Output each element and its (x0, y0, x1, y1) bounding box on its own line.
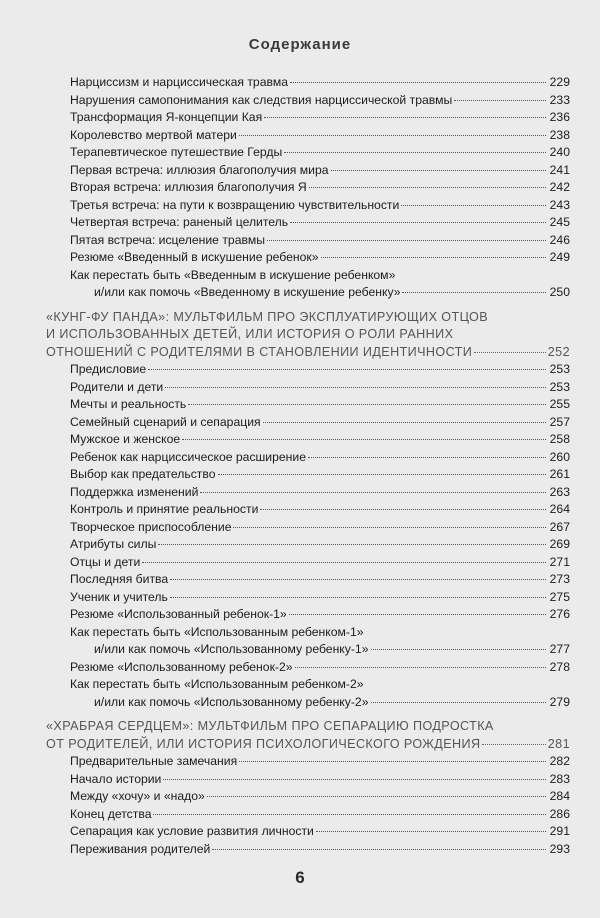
toc-entry-page: 258 (549, 432, 570, 446)
toc-entry-label: Семейный сценарий и сепарация (70, 414, 261, 429)
toc-leader (402, 292, 546, 293)
toc-entry-label: Предисловие (70, 362, 147, 376)
toc-entry (46, 144, 570, 162)
toc-entry-page: 253 (549, 379, 570, 394)
toc-leader (290, 222, 546, 223)
toc-entry-label: Как перестать быть «Использованным ребенком-1» (70, 624, 364, 639)
toc-leader (260, 509, 546, 510)
toc-leader (188, 404, 546, 405)
toc-entry (46, 606, 570, 624)
toc-entry (46, 267, 570, 285)
section-heading-last-line (46, 736, 570, 754)
toc-entry-page: 284 (549, 789, 570, 803)
toc-leader (474, 352, 546, 353)
toc-leader (182, 439, 546, 440)
toc-entry (46, 484, 570, 502)
toc-entry-label: Нарциссизм и нарциссическая травма (70, 75, 288, 89)
toc-entry-label: Резюме «Использованному ребенок-2» (70, 659, 293, 674)
toc-entry-label: Резюме «Использованный ребенок-1» (70, 607, 287, 621)
toc-leader (142, 562, 546, 563)
section-heading-page: 281 (547, 736, 570, 751)
toc-entry-label: Мужское и женское (70, 432, 181, 446)
toc-leader (233, 527, 546, 528)
toc-leader (316, 831, 546, 832)
toc-entry-page: 291 (549, 824, 570, 838)
toc-entry (46, 659, 570, 677)
toc-entry-label: Родители и дети (70, 379, 164, 394)
toc-entry (46, 361, 570, 379)
toc-leader (163, 779, 546, 780)
toc-leader (207, 796, 546, 797)
toc-entry-label: Как перестать быть «Использованным ребенком-2» (70, 677, 364, 691)
toc-entry (46, 396, 570, 414)
toc-leader (264, 117, 546, 118)
toc-entry-page: 229 (549, 75, 570, 89)
toc-entry-label: Конец детства (70, 806, 152, 821)
toc-entry-label: и/или как помочь «Использованному ребенку-2» (94, 694, 369, 709)
toc-entry-label: Творческое приспособление (70, 519, 232, 534)
toc-entry-page: 236 (549, 110, 570, 124)
toc-leader (331, 170, 546, 171)
toc-entry-page: 241 (549, 162, 570, 177)
toc-entry-label: Последняя битва (70, 572, 169, 586)
toc-entry-page: 257 (549, 414, 570, 429)
toc-entry-label: Нарушения самопонимания как следствия нарциссической травмы (70, 92, 453, 107)
toc-entry-page: 276 (549, 607, 570, 621)
section-heading (46, 718, 570, 753)
toc-entry (46, 127, 570, 145)
toc-entry (46, 554, 570, 572)
toc-entry-page: 279 (549, 694, 570, 709)
toc-entry-label: Ребенок как нарциссическое расширение (70, 449, 306, 464)
toc-entry-label: Атрибуты силы (70, 537, 157, 551)
toc-entry-label: Пятая встреча: исцеление травмы (70, 232, 265, 247)
toc-entry-page: 282 (549, 754, 570, 768)
toc-entry-label: Резюме «Введенный в искушение ребенок» (70, 250, 319, 264)
toc-entry-page: 253 (549, 362, 570, 376)
section-heading-page: 252 (547, 344, 570, 359)
toc-entry (46, 197, 570, 215)
toc-entry-label: Предварительные замечания (70, 754, 238, 768)
toc-leader (239, 761, 546, 762)
toc-block-3 (46, 753, 570, 858)
toc-entry-page: 283 (549, 771, 570, 786)
toc-leader (321, 257, 546, 258)
toc-entry-label: Первая встреча: иллюзия благополучия мира (70, 162, 329, 177)
toc-leader (212, 849, 546, 850)
section-heading-line: «КУНГ-ФУ ПАНДА»: МУЛЬТФИЛЬМ ПРО ЭКСПЛУАТИРУЮЩИХ ОТЦОВ (46, 309, 489, 324)
toc-leader (371, 702, 547, 703)
toc-leader (200, 492, 546, 493)
toc-entry-label: Как перестать быть «Введенным в искушение ребенком» (70, 267, 396, 282)
toc-entry (46, 414, 570, 432)
toc-entry-page: 278 (549, 659, 570, 674)
toc-entry (46, 431, 570, 449)
toc-leader (165, 387, 546, 388)
toc-entry (46, 841, 570, 859)
toc-entry-label: Контроль и принятие реальности (70, 502, 259, 516)
toc-entry-page: 238 (549, 127, 570, 142)
toc-leader (454, 100, 546, 101)
toc-leader (295, 667, 546, 668)
toc-entry (46, 74, 570, 92)
toc-entry-page: 260 (549, 449, 570, 464)
toc-entry-page: 275 (549, 589, 570, 604)
toc-leader (482, 744, 545, 745)
toc-entry (46, 449, 570, 467)
section-heading-line: ОТНОШЕНИЙ С РОДИТЕЛЯМИ В СТАНОВЛЕНИИ ИДЕНТИЧНОСТИ (46, 344, 473, 359)
toc-entry (46, 466, 570, 484)
toc-entry-page: 250 (549, 285, 570, 299)
toc-entry (46, 753, 570, 771)
toc-leader (284, 152, 546, 153)
toc-entry (46, 519, 570, 537)
toc-entry (46, 823, 570, 841)
toc-entry-label: Четвертая встреча: раненый целитель (70, 215, 289, 229)
toc-entry-page: 245 (549, 215, 570, 229)
toc-leader (289, 614, 546, 615)
toc-entry-label: Поддержка изменений (70, 484, 199, 499)
toc-entry (46, 624, 570, 642)
toc-entry-page: 240 (549, 145, 570, 159)
toc-entry-label: Трансформация Я-концепции Кая (70, 110, 263, 124)
page-title: Содержание (248, 36, 352, 53)
toc-leader (290, 82, 546, 83)
toc-entry-page: 261 (549, 467, 570, 481)
toc-entry-label: Выбор как предательство (70, 467, 216, 481)
toc-block-2 (46, 361, 570, 711)
toc-block-1 (46, 74, 570, 302)
section-heading-line: «ХРАБРАЯ СЕРДЦЕМ»: МУЛЬТФИЛЬМ ПРО СЕПАРАЦИЮ ПОДРОСТКА (46, 719, 494, 733)
toc-leader (218, 474, 547, 475)
toc-entry-page: 273 (549, 572, 570, 586)
toc-entry (46, 571, 570, 589)
toc-leader (371, 649, 547, 650)
section-heading-line: ОТ РОДИТЕЛЕЙ, ИЛИ ИСТОРИЯ ПСИХОЛОГИЧЕСКОГО РОЖДЕНИЯ (46, 736, 481, 751)
toc-entry (46, 214, 570, 232)
toc-entry-page: 233 (549, 92, 570, 107)
section-heading-last-line (46, 344, 570, 362)
toc-entry-page: 242 (549, 180, 570, 194)
toc-entry-page: 277 (549, 642, 570, 656)
toc-entry (46, 501, 570, 519)
toc-entry-page: 271 (549, 554, 570, 569)
toc-entry-page: 243 (549, 197, 570, 212)
toc-entry-label: Вторая встреча: иллюзия благополучия Я (70, 180, 307, 194)
toc-entry (46, 92, 570, 110)
toc-entry (46, 379, 570, 397)
toc-entry (46, 676, 570, 694)
toc-entry-label: Отцы и дети (70, 554, 141, 569)
toc-entry (46, 109, 570, 127)
toc-entry (46, 641, 570, 659)
toc-leader (158, 544, 546, 545)
toc-entry-label: Переживания родителей (70, 841, 211, 856)
toc-entry-label: Между «хочу» и «надо» (70, 789, 205, 803)
toc-entry-page: 286 (549, 806, 570, 821)
toc-entry-label: Терапевтическое путешествие Герды (70, 145, 283, 159)
toc-entry-page: 267 (549, 519, 570, 534)
page-number: 6 (295, 868, 305, 887)
toc-leader (170, 597, 546, 598)
toc-entry-page: 246 (549, 232, 570, 247)
toc-entry-page: 264 (549, 502, 570, 516)
toc-leader (170, 579, 546, 580)
section-heading-line: И ИСПОЛЬЗОВАННЫХ ДЕТЕЙ, ИЛИ ИСТОРИЯ О РОЛИ РАННИХ (46, 327, 454, 341)
toc-entry-label: и/или как помочь «Введенному в искушение ребенку» (94, 285, 401, 299)
toc-entry (46, 179, 570, 197)
table-of-contents (46, 74, 570, 858)
toc-entry (46, 589, 570, 607)
toc-entry-label: Мечты и реальность (70, 397, 187, 411)
toc-leader (267, 240, 546, 241)
toc-leader (153, 814, 546, 815)
toc-entry-page: 269 (549, 537, 570, 551)
toc-entry-label: Сепарация как условие развития личности (70, 824, 314, 838)
toc-entry (46, 694, 570, 712)
toc-entry-page: 249 (549, 250, 570, 264)
toc-entry (46, 806, 570, 824)
toc-leader (239, 135, 546, 136)
toc-leader (309, 187, 546, 188)
toc-entry-label: Третья встреча: на пути к возвращению чувствительности (70, 197, 400, 212)
toc-entry (46, 249, 570, 267)
toc-entry-page: 263 (549, 484, 570, 499)
toc-entry-label: Ученик и учитель (70, 589, 168, 604)
toc-entry (46, 232, 570, 250)
toc-leader (263, 422, 546, 423)
toc-leader (148, 369, 546, 370)
toc-entry (46, 536, 570, 554)
toc-entry (46, 771, 570, 789)
toc-leader (308, 457, 546, 458)
toc-entry-label: Начало истории (70, 771, 162, 786)
toc-entry (46, 162, 570, 180)
toc-entry (46, 284, 570, 302)
toc-entry (46, 788, 570, 806)
toc-leader (401, 205, 546, 206)
toc-entry-label: и/или как помочь «Использованному ребенку-1» (94, 642, 369, 656)
toc-entry-label: Королевство мертвой матери (70, 127, 237, 142)
toc-entry-page: 293 (549, 841, 570, 856)
section-heading (46, 309, 570, 362)
toc-entry-page: 255 (549, 397, 570, 411)
